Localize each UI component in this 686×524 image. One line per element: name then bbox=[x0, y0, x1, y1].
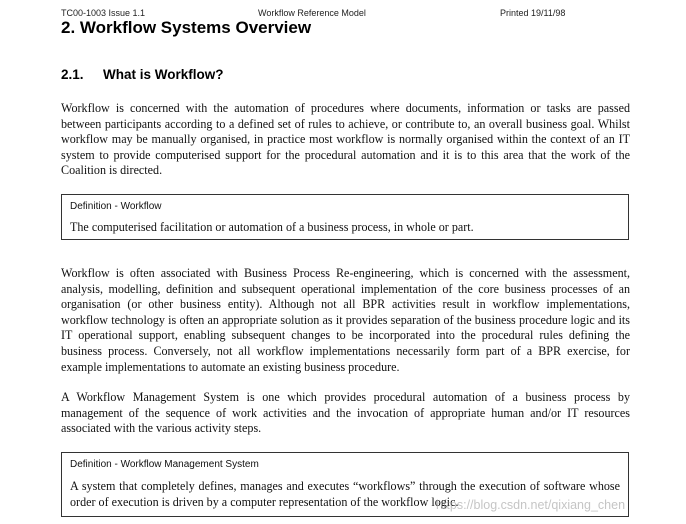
subsection-heading bbox=[61, 67, 224, 82]
paragraph-bpr: Workflow is often associated with Business Process Re-engineering, which is concerned with the assessment, analysis, modelling, definition and subsequent operational implementation of the core business processes of an organisation (or other business entity). Although not all BPR activities result in workflow implementations, workflow technology is often an appropriate solution as it provides separation of the business procedure logic and its IT operational support, enabling subsequent changes to be incorporated into the procedural rules defining the business process. Conversely, not all workflow implementations necessarily form part of a BPR exercise, for example implementations to automate an existing business procedure. bbox=[61, 266, 630, 374]
definition-text: The computerised facilitation or automation of a business process, in whole or part. bbox=[70, 220, 474, 234]
definition-title: Definition - Workflow bbox=[70, 201, 162, 212]
paragraph-wfms: A Workflow Management System is one which provides procedural automation of a business process by management of the sequence of work activities and the invocation of appropriate human and/or IT resources associated with the various activity steps. bbox=[61, 390, 630, 436]
subsection-number: 2.1. bbox=[61, 67, 84, 82]
definition-text: A system that completely defines, manages and executes “workflows” through the execution of software whose order of execution is driven by a computer representation of the workflow logic. bbox=[70, 479, 620, 509]
paragraph-intro: Workflow is concerned with the automation of procedures where documents, information or tasks are passed between participants according to a defined set of rules to achieve, or contribute to, an overall business goal. Whilst workflow may be manually organised, in practice most workflow is normally organised within the context of an IT system to provide computerised support for the procedural automation and it is to this area that the work of the Coalition is directed. bbox=[61, 101, 630, 178]
definition-box-workflow bbox=[61, 194, 629, 240]
header-doc-id: TC00-1003 Issue 1.1 bbox=[61, 8, 146, 18]
section-title: 2. Workflow Systems Overview bbox=[61, 18, 312, 37]
subsection-title: What is Workflow? bbox=[103, 67, 224, 82]
header-doc-title: Workflow Reference Model bbox=[258, 8, 366, 18]
definition-title: Definition - Workflow Management System bbox=[70, 459, 259, 470]
header-printed-date: Printed 19/11/98 bbox=[500, 8, 566, 18]
watermark: https://blog.csdn.net/qixiang_chen bbox=[436, 498, 626, 512]
